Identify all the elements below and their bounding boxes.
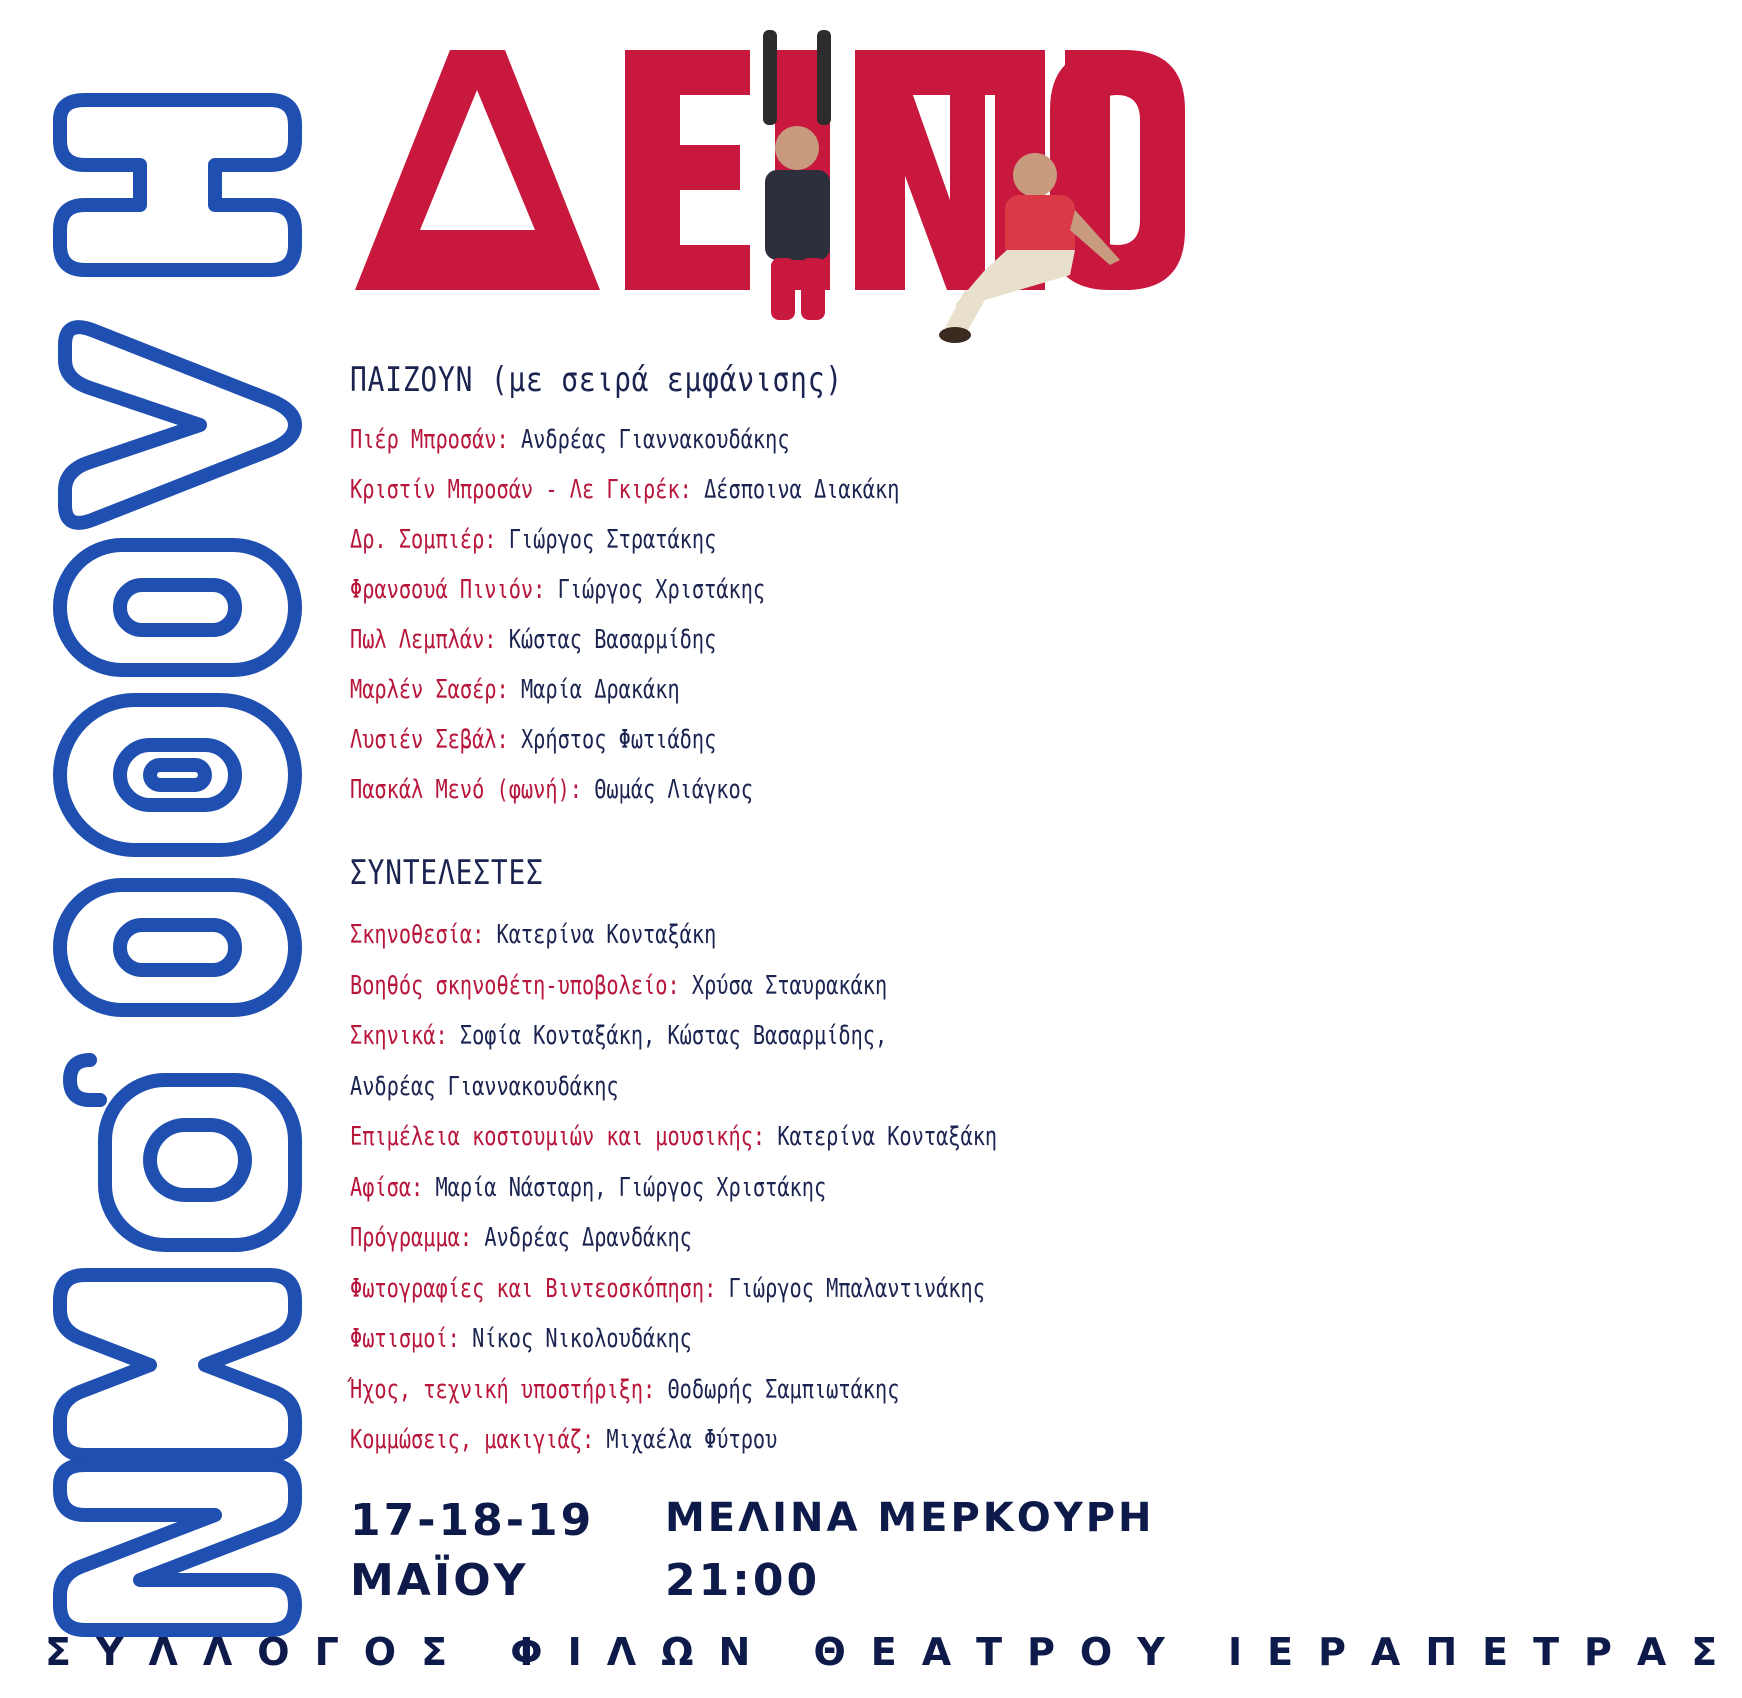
dates: 17-18-19 [350, 1495, 595, 1546]
crew-name: Μιχαέλα Φύτρου [594, 1425, 778, 1455]
crew-row [350, 1223, 692, 1253]
cast-row [350, 525, 716, 555]
cast-role: Μαρλέν Σασέρ: [350, 675, 509, 705]
crew-name: Ανδρέας Γιαννακουδάκης [350, 1071, 619, 1102]
crew-name: Σοφία Κονταξάκη, Κώστας Βασαρμίδης, [447, 1021, 888, 1051]
cast-role: Πασκάλ Μενό (φωνή): [350, 775, 582, 805]
crew-row [350, 1324, 692, 1354]
crew-role: Πρόγραμμα: [350, 1223, 473, 1253]
cast-name: Γιώργος Χριστάκης [545, 575, 766, 605]
crew-role: Ήχος, τεχνική υποστήριξη: [350, 1374, 656, 1405]
cast-role: Φρανσουά Πινιόν: [350, 575, 546, 605]
cast-row [350, 625, 716, 655]
cast-heading: ΠΑΙΖΟΥΝ (με σειρά εμφάνισης) [350, 360, 843, 400]
cast-name: Δέσποινα Διακάκη [691, 475, 900, 505]
month: ΜΑΪΟΥ [350, 1555, 529, 1606]
cast-row [350, 475, 899, 505]
crew-role: Αφίσα: [350, 1172, 424, 1203]
crew-row [350, 1122, 997, 1152]
crew-heading: ΣΥΝΤΕΛΕΣΤΕΣ [350, 853, 544, 893]
cast-name: Ανδρέας Γιαννακουδάκης [508, 425, 790, 455]
show-time: 21:00 [665, 1555, 821, 1606]
crew-row [350, 1072, 619, 1102]
crew-name: Χρύσα Σταυρακάκη [679, 970, 888, 1001]
cast-role: Πιέρ Μπροσάν: [350, 425, 509, 455]
crew-name: Ανδρέας Δρανδάκης [472, 1223, 692, 1253]
cast-name: Θωμάς Λιάγκος [581, 775, 753, 805]
crew-role: Βοηθός σκηνοθέτη-υποβολείο: [350, 970, 680, 1001]
cast-name: Γιώργος Στρατάκης [496, 525, 717, 555]
crew-row [350, 1375, 899, 1405]
venue: ΜΕΛΙΝΑ ΜΕΡΚΟΥΡΗ [665, 1495, 1155, 1541]
cast-row [350, 425, 790, 455]
crew-row [350, 971, 887, 1001]
cast-row [350, 575, 765, 605]
crew-name: Μαρία Νάσταρη, Γιώργος Χριστάκης [423, 1172, 827, 1203]
crew-row [350, 1274, 985, 1304]
cast-role: Λυσιέν Σεβάλ: [350, 725, 509, 755]
crew-role: Φωτογραφίες και Βιντεοσκόπηση: [350, 1273, 717, 1304]
actor-photo-sitting [935, 150, 1130, 345]
crew-name: Νίκος Νικολουδάκης [459, 1324, 692, 1354]
cast-name: Μαρία Δρακάκη [508, 675, 680, 705]
cast-role: Κριστίν Μπροσάν - Λε Γκιρέκ: [350, 475, 692, 505]
cast-role: Δρ. Σομπιέρ: [350, 525, 497, 555]
crew-role: Φωτισμοί: [350, 1324, 460, 1354]
actor-photo-hanging [745, 30, 850, 330]
crew-role: Σκηνοθεσία: [350, 920, 485, 950]
crew-role: Κομμώσεις, μακιγιάζ: [350, 1425, 595, 1455]
vertical-title-letters [0, 0, 340, 1698]
cast-row [350, 775, 753, 805]
cast-row [350, 675, 680, 705]
crew-role: Επιμέλεια κοστουμιών και μουσικής: [350, 1122, 766, 1152]
crew-row [350, 1173, 826, 1203]
cast-row [350, 725, 716, 755]
crew-name: Κατερίνα Κονταξάκη [765, 1122, 998, 1152]
crew-role: Σκηνικά: [350, 1021, 448, 1051]
cast-role: Πωλ Λεμπλάν: [350, 625, 497, 655]
organizer-footer: ΣΥΛΛΟΓΟΣ ΦΙΛΩΝ ΘΕΑΤΡΟΥ ΙΕΡΑΠΕΤΡΑΣ [45, 1630, 1742, 1674]
crew-row [350, 1425, 777, 1455]
crew-name: Θοδωρής Σαμπιωτάκης [655, 1374, 900, 1405]
crew-name: Γιώργος Μπαλαντινάκης [716, 1273, 985, 1304]
vertical-title [0, 0, 340, 1698]
cast-name: Χρήστος Φωτιάδης [508, 725, 717, 755]
crew-name: Κατερίνα Κονταξάκη [484, 920, 717, 950]
cast-name: Κώστας Βασαρμίδης [496, 625, 717, 655]
crew-row [350, 920, 716, 950]
crew-row [350, 1021, 887, 1051]
